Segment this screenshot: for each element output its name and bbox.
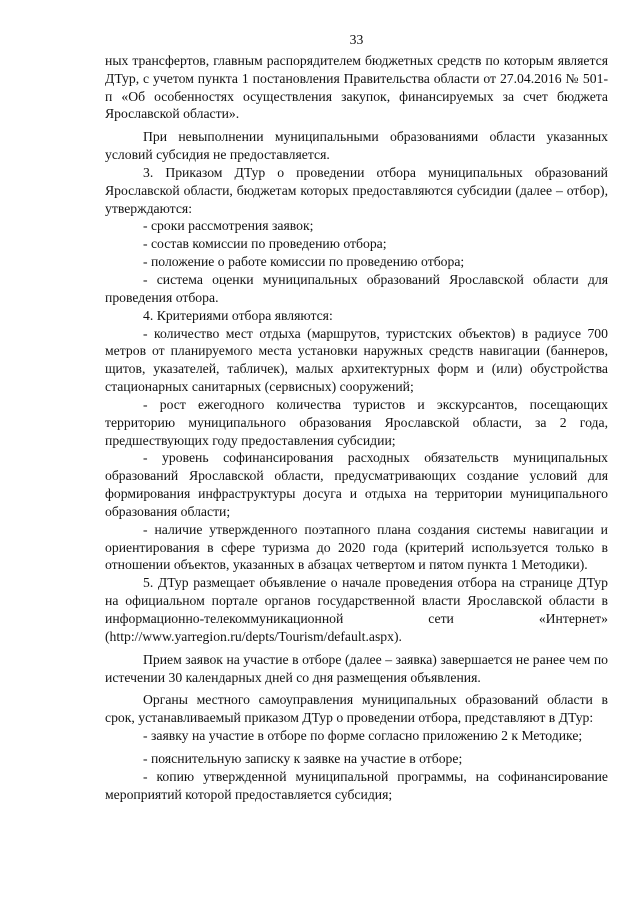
list-item-commission-composition: - состав комиссии по проведению отбора; <box>143 236 387 252</box>
paragraph-3: 3. Приказом ДТур о проведении отбора муниципальных образований Ярославской области, бюджетам которых предоставляются субсидии (далее – отбор), утверждаются: <box>105 164 608 216</box>
list-item-application: - заявку на участие в отборе по форме согласно приложению 2 к Методике; <box>143 728 583 744</box>
paragraph-2: При невыполнении муниципальными образованиями области указанных условий субсидия не предоставляется. <box>105 129 608 163</box>
page-number: 33 <box>349 32 364 47</box>
list-item-criterion-navigation-plan: - наличие утвержденного поэтапного плана создания системы навигации и ориентирования в сфере туризма до 2020 года (критерий используется только в отношении объектов, указанных в абзацах четвертом и пятом пункта 1 Методики). <box>105 521 608 573</box>
paragraph-1: ных трансфертов, главным распорядителем бюджетных средств по которым является ДТур, с учетом пункта 1 постановления Правительства области от 27.04.2016 № 501-п «Об особенностях осуществления закупок, финансируемых за счет бюджета Ярославской области». <box>105 52 608 122</box>
paragraph-application-deadline: Прием заявок на участие в отборе (далее – заявка) завершается не ранее чем по истечении 30 календарных дней со дня размещения объявления. <box>105 651 608 685</box>
list-item-program-copy: - копию утвержденной муниципальной программы, на софинансирование мероприятий которой предоставляется субсидия; <box>105 768 608 802</box>
list-item-criterion-cofinancing: - уровень софинансирования расходных обязательств муниципальных образований Ярославской области, предусматривающих создание условий для формирования инфраструктуры досуга и отдыха на территории муниципального образования области; <box>105 450 608 519</box>
paragraph-local-authorities: Органы местного самоуправления муниципальных образований области в срок, устанавливаемый приказом ДТур о проведении отбора, представляют в ДТур: <box>105 692 608 726</box>
list-item-explanatory-note: - пояснительную записку к заявке на участие в отборе; <box>143 750 463 766</box>
list-item-evaluation-system: - система оценки муниципальных образований Ярославской области для проведения отбора. <box>105 271 608 305</box>
list-item-criterion-tourist-growth: - рост ежегодного количества туристов и экскурсантов, посещающих территорию муниципального образования Ярославской области, за 2 года, предшествующих году предоставления субсидии; <box>105 396 608 448</box>
document-page <box>105 31 608 803</box>
list-item-commission-regulation: - положение о работе комиссии по проведению отбора; <box>143 254 465 270</box>
paragraph-5: 5. ДТур размещает объявление о начале проведения отбора на странице ДТур на официальном портале органов государственной власти Ярославской области в информационно-телекоммуникационной сети «Интернет» (http://www.yarregion.ru/depts/Tourism/default.aspx). <box>105 575 608 644</box>
paragraph-criteria-heading: 4. Критериями отбора являются: <box>143 307 333 323</box>
list-item-criterion-places: - количество мест отдыха (маршрутов, туристских объектов) в радиусе 700 метров от планируемого места установки наружных средств навигации (баннеров, щитов, указателей, табличек), малых архитектурных форм и (или) обустройства стационарных санитарных (сервисных) сооружений; <box>105 325 608 395</box>
list-item-review-terms: - сроки рассмотрения заявок; <box>143 218 314 234</box>
